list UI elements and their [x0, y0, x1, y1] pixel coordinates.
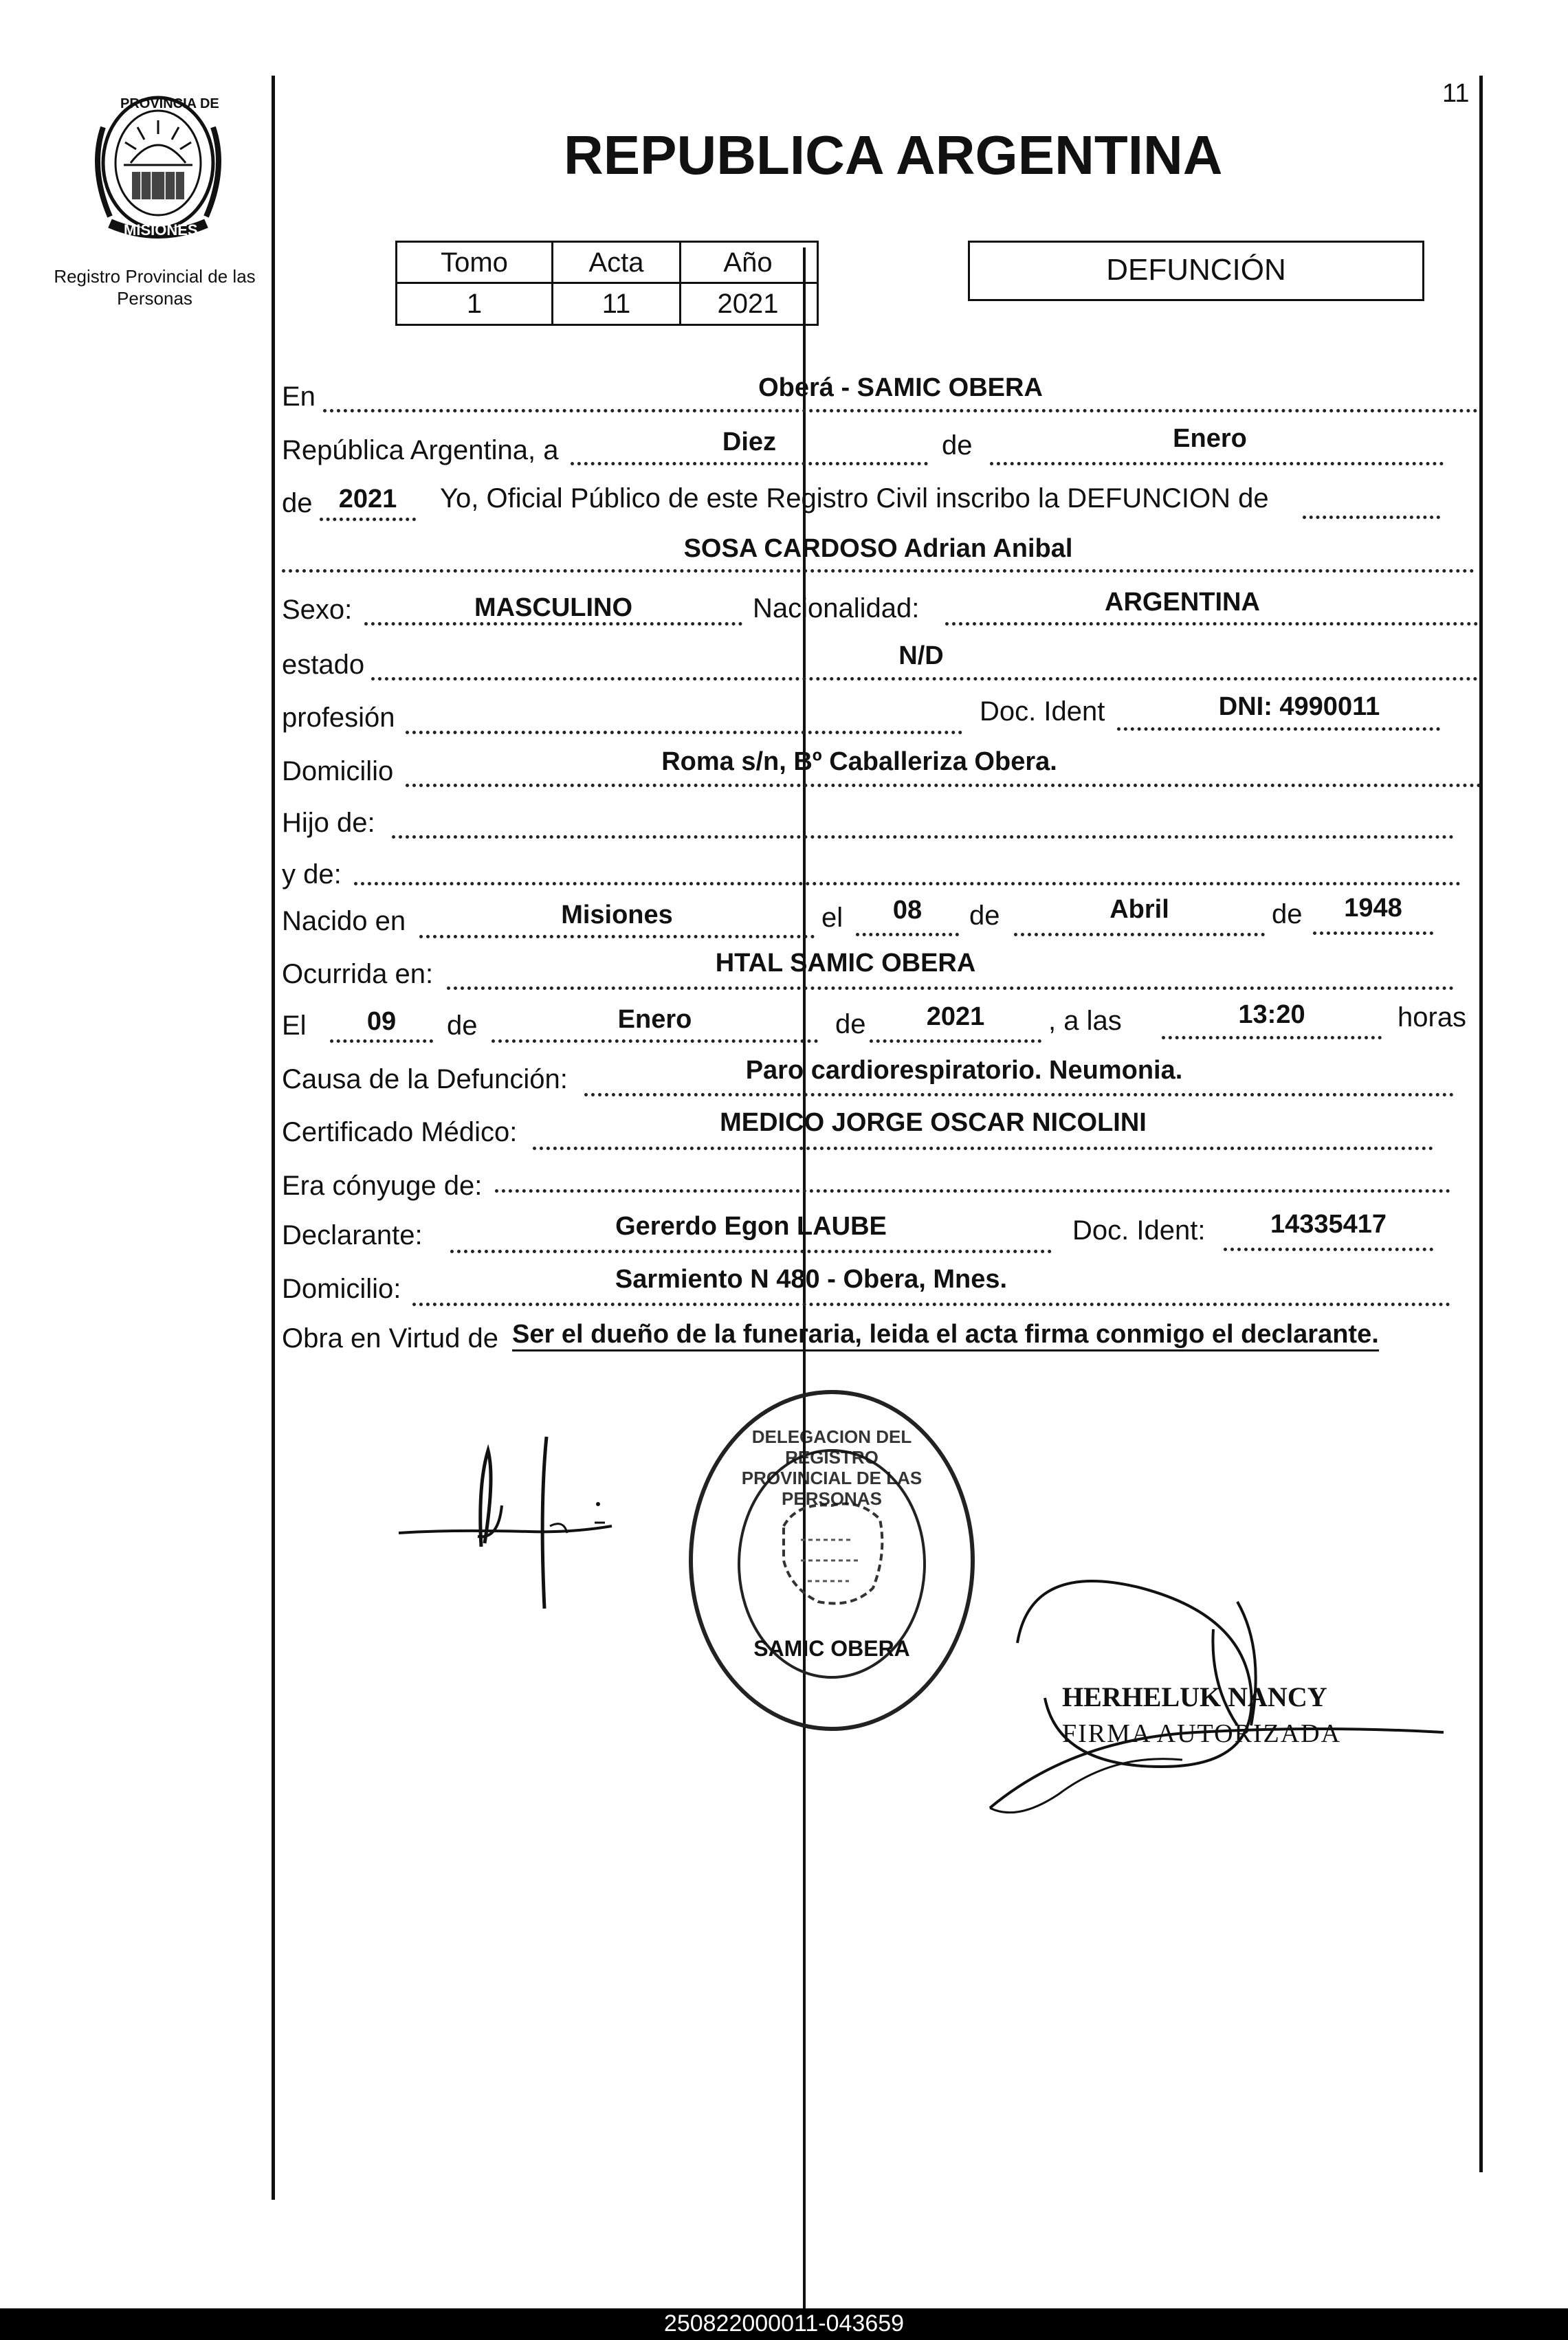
dots-death-day [330, 1039, 433, 1043]
field-declarant: Gererdo Egon LAUBE [615, 1212, 887, 1241]
footer-barcode-text: 250822000011-043659 [663, 2310, 905, 2337]
field-occurred-at: HTAL SAMIC OBERA [715, 949, 976, 978]
field-sex: MASCULINO [474, 593, 633, 622]
label-domicilio: Domicilio [282, 756, 394, 786]
label-nacionalidad: Nacionalidad: [753, 593, 920, 623]
emblem-top-text: PROVINCIA DE [120, 96, 219, 111]
label-doc-ident-2: Doc. Ident: [1072, 1215, 1206, 1246]
label-de-3: de [969, 901, 1000, 931]
label-estado: estado [282, 650, 365, 680]
dots-doctor [533, 1147, 1433, 1150]
label-causa: Causa de la Defunción: [282, 1064, 568, 1094]
field-year: 2021 [338, 485, 397, 514]
dots-deceased [282, 569, 1475, 573]
page-title: REPUBLICA ARGENTINA [564, 124, 1223, 186]
field-doctor: MEDICO JORGE OSCAR NICOLINI [720, 1108, 1147, 1137]
label-ocurrida-en: Ocurrida en: [282, 959, 434, 989]
dots-mother [354, 882, 1461, 885]
field-declarant-doc: 14335417 [1270, 1210, 1387, 1239]
record-header-acta: Acta [588, 247, 644, 278]
dots-father [392, 835, 1454, 839]
label-obra-en-virtud: Obra en Virtud de [282, 1323, 499, 1354]
field-cause: Paro cardiorespiratorio. Neumonia. [745, 1056, 1183, 1085]
dots-nationality [945, 622, 1478, 626]
label-de-1: de [942, 430, 973, 461]
label-el-lower: el [821, 903, 843, 933]
label-el-upper: El [282, 1011, 307, 1041]
label-doc-ident: Doc. Ident [980, 696, 1105, 727]
record-value-ano: 2021 [717, 289, 779, 319]
dots-death-month [492, 1039, 818, 1043]
record-header-ano: Año [723, 247, 773, 278]
field-day-text: Diez [722, 428, 777, 456]
field-address: Roma s/n, Bº Caballeriza Obera. [661, 747, 1057, 776]
label-a-las: , a las [1048, 1006, 1122, 1036]
label-profesion: profesión [282, 703, 395, 733]
stamp-text: DELEGACION DEL REGISTRO PROVINCIAL DE LAS PERSONAS [741, 1426, 923, 1509]
left-margin-line [272, 76, 275, 2200]
record-value-tomo: 1 [466, 289, 483, 319]
label-declarante: Declarante: [282, 1220, 423, 1250]
dots-occurred-at [447, 986, 1454, 990]
label-republica: República Argentina, a [282, 435, 559, 465]
right-margin-line [1479, 76, 1483, 2172]
field-birth-day: 08 [892, 896, 923, 925]
field-birth-year: 1948 [1344, 894, 1402, 923]
field-death-time: 13:20 [1238, 1000, 1305, 1029]
field-death-day: 09 [366, 1007, 397, 1036]
declarant-signature-icon [392, 1423, 626, 1615]
dots-death-time [1162, 1036, 1382, 1039]
document-type: DEFUNCIÓN [1106, 253, 1286, 287]
field-civil-status: N/D [898, 641, 944, 670]
dots-birth-day [856, 933, 959, 936]
registry-name: Registro Provincial de las Personas [54, 266, 256, 309]
dots-place [323, 409, 1478, 412]
page-number: 11 [1442, 79, 1470, 108]
field-death-month: Enero [617, 1005, 692, 1034]
dots-declarant-address [412, 1303, 1450, 1306]
dots-day [571, 462, 928, 465]
label-de-2: de [282, 488, 313, 518]
field-death-year: 2021 [926, 1002, 985, 1031]
field-declarant-address: Sarmiento N 480 - Obera, Mnes. [615, 1265, 1008, 1294]
label-y-de: y de: [282, 859, 342, 890]
dots-declarant-doc [1224, 1248, 1433, 1251]
dots-declarant [450, 1250, 1052, 1253]
label-sexo: Sexo: [282, 595, 353, 625]
field-deceased-name: SOSA CARDOSO Adrian Anibal [683, 534, 1073, 563]
dots-profession [406, 731, 962, 734]
label-hijo-de: Hijo de: [282, 808, 375, 838]
label-nacido-en: Nacido en [282, 906, 406, 936]
field-birth-place: Misiones [561, 901, 673, 929]
label-certificado: Certificado Médico: [282, 1117, 518, 1147]
field-month: Enero [1173, 424, 1247, 453]
label-horas: horas [1398, 1002, 1467, 1033]
field-virtue-text: Ser el dueño de la funeraria, leida el acta firma conmigo el declarante. [512, 1320, 1379, 1351]
dots-birth-place [419, 935, 815, 938]
dots-cause [584, 1093, 1454, 1096]
signature-role: FIRMA AUTORIZADA [1062, 1719, 1342, 1748]
dots-doc-ident [1117, 727, 1440, 731]
signature-name: HERHELUK NANCY [1062, 1681, 1327, 1712]
dots-birth-month [1014, 933, 1265, 936]
dots-birth-year [1313, 931, 1433, 935]
label-en: En [282, 382, 316, 412]
dots-year [320, 518, 416, 521]
dots-month [990, 462, 1444, 465]
label-yo-text: Yo, Oficial Público de este Registro Civil inscribo la DEFUNCION de [440, 483, 1269, 514]
dots-yo-end [1303, 516, 1440, 519]
field-doc-ident: DNI: 4990011 [1218, 692, 1380, 721]
field-nationality: ARGENTINA [1105, 588, 1260, 617]
stamp-inner-text: SAMIC OBERA [753, 1636, 910, 1661]
field-place: Oberá - SAMIC OBERA [758, 373, 1043, 402]
emblem-bottom-text: MISIONES [124, 221, 198, 239]
field-birth-month: Abril [1109, 895, 1169, 924]
dots-civil-status [371, 677, 1478, 681]
label-de-6: de [835, 1009, 866, 1039]
record-value-acta: 11 [601, 289, 631, 319]
record-table-hline [395, 282, 819, 284]
label-conyuge: Era cónyuge de: [282, 1171, 483, 1201]
record-header-tomo: Tomo [441, 247, 508, 278]
label-domicilio-2: Domicilio: [282, 1274, 401, 1304]
dots-spouse [495, 1189, 1450, 1193]
dots-death-year [870, 1039, 1041, 1043]
label-de-4: de [1272, 899, 1303, 929]
label-de-5: de [447, 1011, 478, 1041]
dots-address [406, 784, 1481, 787]
